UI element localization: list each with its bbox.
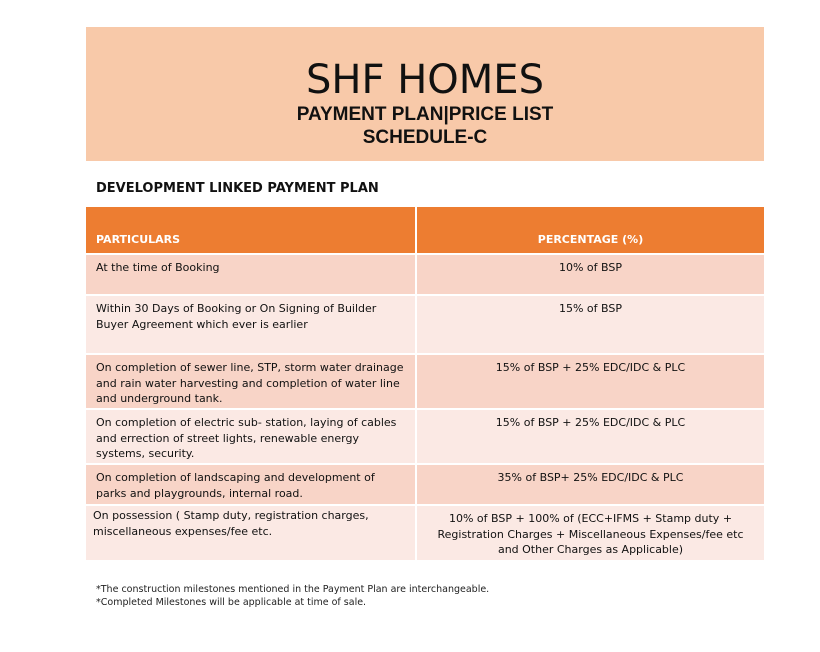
- payment-plan-table: [86, 207, 764, 560]
- percentage-cell: 15% of BSP: [416, 295, 764, 354]
- footnote-completed-milestones: *Completed Milestones will be applicable at time of sale.: [96, 597, 367, 608]
- table-row: [86, 409, 764, 464]
- table-row: [86, 254, 764, 295]
- table-header-row: [86, 207, 764, 254]
- particular-cell: On possession ( Stamp duty, registration charges, miscellaneous expenses/fee etc.: [86, 505, 416, 560]
- subtitle-price-list: PAYMENT PLAN|PRICE LIST: [296, 104, 554, 125]
- title-banner: [86, 27, 764, 161]
- footnotes: [96, 583, 489, 609]
- section-title: DEVELOPMENT LINKED PAYMENT PLAN: [96, 181, 379, 196]
- subtitle-schedule: SCHEDULE-C: [362, 127, 488, 148]
- percentage-cell: 15% of BSP + 25% EDC/IDC & PLC: [416, 354, 764, 409]
- particular-cell: At the time of Booking: [86, 254, 416, 295]
- table-row: [86, 354, 764, 409]
- table-row: [86, 295, 764, 354]
- brand-title: SHF HOMES: [306, 57, 544, 103]
- footnote-interchangeable: *The construction milestones mentioned in the Payment Plan are interchangeable.: [96, 584, 490, 595]
- particular-cell: On completion of electric sub- station, laying of cables and errection of street lights, renewable energy systems, security.: [86, 409, 416, 464]
- table-row: [86, 505, 764, 560]
- percentage-cell: 10% of BSP: [416, 254, 764, 295]
- percentage-cell: 15% of BSP + 25% EDC/IDC & PLC: [416, 409, 764, 464]
- column-header-percentage: PERCENTAGE (%): [416, 207, 764, 254]
- particular-cell: Within 30 Days of Booking or On Signing of Builder Buyer Agreement which ever is earlier: [86, 295, 416, 354]
- column-header-particulars: PARTICULARS: [86, 207, 416, 254]
- percentage-cell: 35% of BSP+ 25% EDC/IDC & PLC: [416, 464, 764, 505]
- particular-cell: On completion of landscaping and development of parks and playgrounds, internal road.: [86, 464, 416, 505]
- table-row: [86, 464, 764, 505]
- particular-cell: On completion of sewer line, STP, storm water drainage and rain water harvesting and completion of water line and underground tank.: [86, 354, 416, 409]
- percentage-cell: 10% of BSP + 100% of (ECC+IFMS + Stamp duty + Registration Charges + Miscellaneous Expenses/fee etc and Other Charges as Applicable): [416, 505, 764, 560]
